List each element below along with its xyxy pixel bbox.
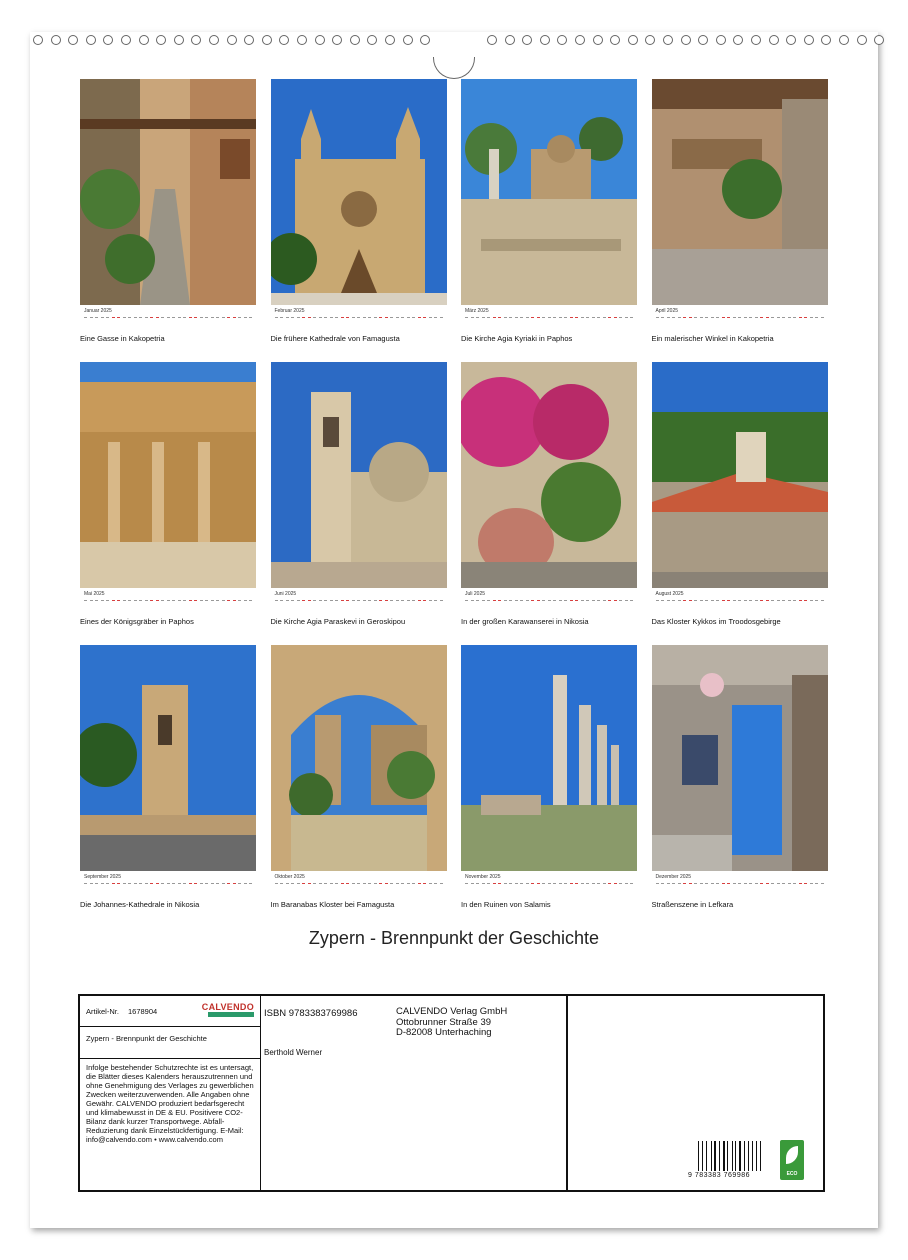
binding-ring	[68, 35, 78, 45]
binding-ring	[262, 35, 272, 45]
day-strip	[84, 315, 252, 323]
month-panel	[80, 79, 256, 349]
photo-caption: Die Kirche Agia Paraskevi in Geroskipou	[270, 617, 406, 626]
barcode-bar	[737, 1141, 738, 1171]
binding-ring	[420, 35, 430, 45]
binding-ring	[403, 35, 413, 45]
barcode-bar	[748, 1141, 749, 1171]
photo-caption: Die Johannes-Kathedrale in Nikosia	[80, 900, 200, 909]
article-box	[80, 996, 260, 1027]
month-label: Oktober 2025	[274, 874, 305, 880]
photo-caption: Die frühere Kathedrale von Famagusta	[270, 334, 400, 343]
binding-ring	[332, 35, 342, 45]
photo-caption: In den Ruinen von Salamis	[461, 900, 551, 909]
day-strip	[84, 598, 252, 606]
binding-ring	[628, 35, 638, 45]
binding-ring	[821, 35, 831, 45]
photo-caption: Eine Gasse in Kakopetria	[80, 334, 165, 343]
month-photo	[271, 362, 447, 588]
month-photo	[461, 79, 637, 305]
binding-ring	[33, 35, 43, 45]
binding-ring	[86, 35, 96, 45]
author: Berthold Werner	[264, 1048, 323, 1057]
calvendo-logo: CALVENDO	[201, 1002, 254, 1012]
month-label: März 2025	[465, 308, 489, 314]
binding-ring	[593, 35, 603, 45]
month-panel	[80, 645, 256, 915]
eco-label	[780, 1140, 804, 1180]
binding-ring	[663, 35, 673, 45]
barcode-bar	[700, 1141, 701, 1171]
barcode-bar	[720, 1141, 721, 1171]
month-photo	[271, 79, 447, 305]
barcode-bar	[746, 1141, 747, 1171]
barcode	[698, 1141, 762, 1171]
footer-left-column	[80, 996, 261, 1190]
binding-ring	[315, 35, 325, 45]
info-footer	[78, 994, 825, 1192]
isbn: ISBN 9783383769986	[264, 1008, 358, 1019]
binding-ring	[121, 35, 131, 45]
month-panel	[461, 79, 637, 349]
legal-notice: Infolge bestehender Schutzrechte ist es untersagt, die Blätter dieses Kalenders herauszutrennen und ohne Genehmigung des Verlages zu gewerblichen Zwecken weiterzuverwenden. Alle Angaben ohne Gewähr. CALVENDO produziert bedarfsgerecht und klimabewusst in DE & EU. Positivere CO2-Bilanz dank kurzer Transportwege. Abfall-Reduzierung dank Einzelstückfertigung. E-Mail: info@calvendo.com • www.calvendo.com	[86, 1063, 254, 1144]
barcode-bar	[758, 1141, 759, 1171]
day-strip	[465, 598, 633, 606]
month-panel	[652, 79, 828, 349]
month-photo	[461, 362, 637, 588]
binding-ring	[522, 35, 532, 45]
month-panel	[652, 645, 828, 915]
binding-ring	[350, 35, 360, 45]
barcode-bar	[711, 1141, 712, 1171]
month-panel	[271, 645, 447, 915]
binding-ring	[804, 35, 814, 45]
barcode-bar	[708, 1141, 710, 1171]
binding-ring	[174, 35, 184, 45]
barcode-bar	[719, 1141, 720, 1171]
barcode-bar	[742, 1141, 743, 1171]
footer-divider	[566, 996, 568, 1190]
month-photo	[271, 645, 447, 871]
photo-caption: Straßenszene in Lefkara	[651, 900, 734, 909]
barcode-number: 9 783383 769986	[688, 1172, 750, 1179]
photo-caption: Die Kirche Agia Kyriaki in Paphos	[461, 334, 573, 343]
binding-ring	[227, 35, 237, 45]
binding-ring	[645, 35, 655, 45]
day-strip	[656, 881, 824, 889]
barcode-bar	[756, 1141, 757, 1171]
month-panel	[652, 362, 828, 632]
publisher-street: Ottobrunner Straße 39	[396, 1016, 492, 1028]
month-photo	[652, 645, 828, 871]
month-panel	[461, 362, 637, 632]
binding-ring	[733, 35, 743, 45]
barcode-bar	[739, 1141, 741, 1171]
binding-ring	[681, 35, 691, 45]
day-strip	[275, 315, 443, 323]
barcode-bar	[704, 1141, 705, 1171]
binding-ring	[698, 35, 708, 45]
binding-ring	[297, 35, 307, 45]
publisher-name: CALVENDO Verlag GmbH	[396, 1006, 508, 1017]
binding-ring	[209, 35, 219, 45]
barcode-bar	[717, 1141, 718, 1171]
month-label: September 2025	[84, 874, 121, 880]
leaf-icon	[786, 1146, 798, 1164]
binding-ring	[505, 35, 515, 45]
barcode-bar	[698, 1141, 699, 1171]
product-title: Zypern - Brennpunkt der Geschichte	[86, 1034, 207, 1043]
month-label: Juli 2025	[465, 591, 486, 597]
day-strip	[465, 315, 633, 323]
month-label: Mai 2025	[84, 591, 105, 597]
binding-ring	[540, 35, 550, 45]
binding-ring	[857, 35, 867, 45]
month-label: August 2025	[655, 591, 684, 597]
day-strip	[275, 881, 443, 889]
barcode-bar	[744, 1141, 745, 1171]
barcode-bar	[726, 1141, 727, 1171]
binding-ring	[139, 35, 149, 45]
month-photo	[461, 645, 637, 871]
binding-ring	[103, 35, 113, 45]
month-panel	[271, 79, 447, 349]
binding-ring	[385, 35, 395, 45]
barcode-bar	[760, 1141, 761, 1171]
month-label: Juni 2025	[274, 591, 297, 597]
binding-ring	[487, 35, 497, 45]
calendar-title: Zypern - Brennpunkt der Geschichte	[308, 928, 600, 948]
month-photo	[80, 79, 256, 305]
eco-label-text: ECO	[786, 1171, 798, 1177]
product-title-box	[80, 1026, 260, 1059]
month-photo	[80, 362, 256, 588]
barcode-bar	[732, 1141, 733, 1171]
photo-caption: Eines der Königsgräber in Paphos	[80, 617, 194, 626]
barcode-bar	[706, 1141, 707, 1171]
barcode-bar	[735, 1141, 736, 1171]
barcode-bar	[752, 1141, 753, 1171]
binding-ring	[51, 35, 61, 45]
day-strip	[656, 598, 824, 606]
photo-caption: Das Kloster Kykkos im Troodosgebirge	[651, 617, 781, 626]
barcode-bar	[727, 1141, 728, 1171]
binding-ring	[716, 35, 726, 45]
photo-caption: Im Baranabas Kloster bei Famagusta	[270, 900, 395, 909]
barcode-bar	[754, 1141, 755, 1171]
month-label: Januar 2025	[84, 308, 112, 314]
barcode-bar	[750, 1141, 751, 1171]
binding-ring	[769, 35, 779, 45]
month-panel	[271, 362, 447, 632]
month-photo	[80, 645, 256, 871]
month-panel	[461, 645, 637, 915]
month-label: Februar 2025	[274, 308, 305, 314]
day-strip	[656, 315, 824, 323]
photo-caption: In der großen Karawanserei in Nikosia	[461, 617, 589, 626]
publisher-city: D-82008 Unterhaching	[396, 1027, 492, 1038]
month-label: April 2025	[655, 308, 679, 314]
binding-ring	[610, 35, 620, 45]
binding-ring	[874, 35, 884, 45]
binding-ring	[557, 35, 567, 45]
photo-caption: Ein malerischer Winkel in Kakopetria	[651, 334, 774, 343]
publisher-address	[396, 1007, 507, 1039]
binding-ring	[191, 35, 201, 45]
binding-ring	[156, 35, 166, 45]
day-strip	[84, 881, 252, 889]
barcode-bar	[729, 1141, 730, 1171]
month-panel	[80, 362, 256, 632]
article-number: 1678904	[128, 1007, 158, 1016]
barcode-bar	[714, 1141, 715, 1171]
article-label: Artikel-Nr.	[86, 1007, 119, 1016]
binding-ring	[279, 35, 289, 45]
spiral-binding	[0, 29, 908, 51]
binding-ring	[751, 35, 761, 45]
day-strip	[465, 881, 633, 889]
binding-ring	[839, 35, 849, 45]
day-strip	[275, 598, 443, 606]
month-label: November 2025	[465, 874, 501, 880]
month-photo	[652, 79, 828, 305]
binding-ring	[244, 35, 254, 45]
barcode-bar	[702, 1141, 703, 1171]
barcode-bar	[723, 1141, 725, 1171]
binding-ring	[575, 35, 585, 45]
month-label: Dezember 2025	[655, 874, 692, 880]
binding-ring	[786, 35, 796, 45]
binding-ring	[367, 35, 377, 45]
calvendo-logo-bar	[208, 1012, 254, 1017]
month-photo	[652, 362, 828, 588]
barcode-bar	[713, 1141, 714, 1171]
barcode-bar	[733, 1141, 734, 1171]
